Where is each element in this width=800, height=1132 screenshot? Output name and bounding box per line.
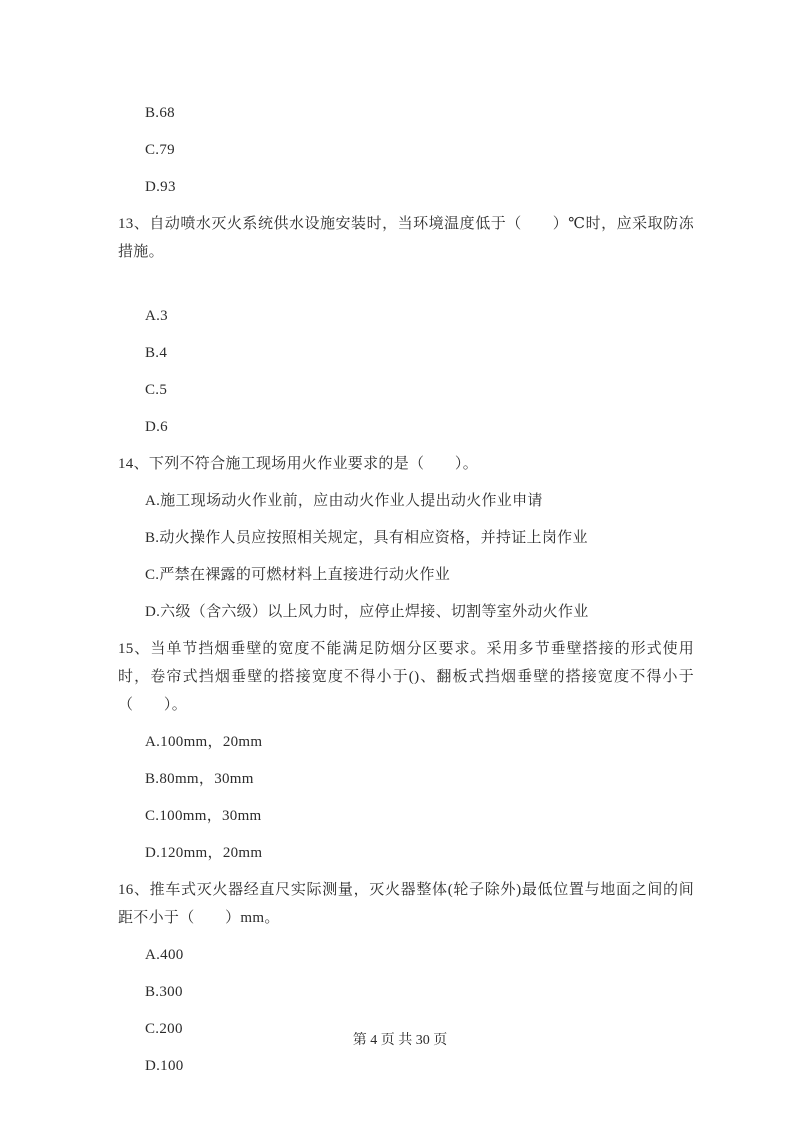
answer-option: B.动火操作人员应按照相关规定，具有相应资格，并持证上岗作业 xyxy=(145,530,588,546)
answer-option: D.100 xyxy=(145,1058,184,1074)
question-16-stem: 16、推车式灭火器经直尺实际测量，灭火器整体(轮子除外)最低位置与地面之间的间距不小于（ ）mm。 xyxy=(118,882,694,926)
answer-option: A.施工现场动火作业前，应由动火作业人提出动火作业申请 xyxy=(145,493,543,509)
answer-option: C.5 xyxy=(145,382,168,398)
answer-option: A.3 xyxy=(145,308,168,324)
answer-option: B.68 xyxy=(145,105,175,121)
answer-option: D.120mm，20mm xyxy=(145,845,263,861)
page-number-footer: 第 4 页 共 30 页 xyxy=(352,1033,448,1048)
answer-option: D.93 xyxy=(145,179,176,195)
answer-option: B.80mm，30mm xyxy=(145,771,254,787)
answer-option: C.79 xyxy=(145,142,175,158)
answer-option: D.六级（含六级）以上风力时，应停止焊接、切割等室外动火作业 xyxy=(145,604,589,620)
question-14-stem: 14、下列不符合施工现场用火作业要求的是（ ）。 xyxy=(118,456,479,472)
question-13-stem: 13、自动喷水灭火系统供水设施安装时，当环境温度低于（ ）℃时，应采取防冻措施。 xyxy=(118,216,694,260)
question-15-stem: 15、当单节挡烟垂壁的宽度不能满足防烟分区要求。采用多节垂壁搭接的形式使用时，卷帘式挡烟垂壁的搭接宽度不得小于()、翻板式挡烟垂壁的搭接宽度不得小于（ ）。 xyxy=(118,641,694,713)
answer-option: C.严禁在裸露的可燃材料上直接进行动火作业 xyxy=(145,567,451,583)
answer-option: C.100mm，30mm xyxy=(145,808,262,824)
answer-option: B.4 xyxy=(145,345,168,361)
page-content xyxy=(118,99,694,1089)
answer-option: A.400 xyxy=(145,947,184,963)
answer-option: D.6 xyxy=(145,419,168,435)
answer-option: A.100mm，20mm xyxy=(145,734,263,750)
answer-option: B.300 xyxy=(145,984,183,1000)
answer-option: C.200 xyxy=(145,1021,183,1037)
